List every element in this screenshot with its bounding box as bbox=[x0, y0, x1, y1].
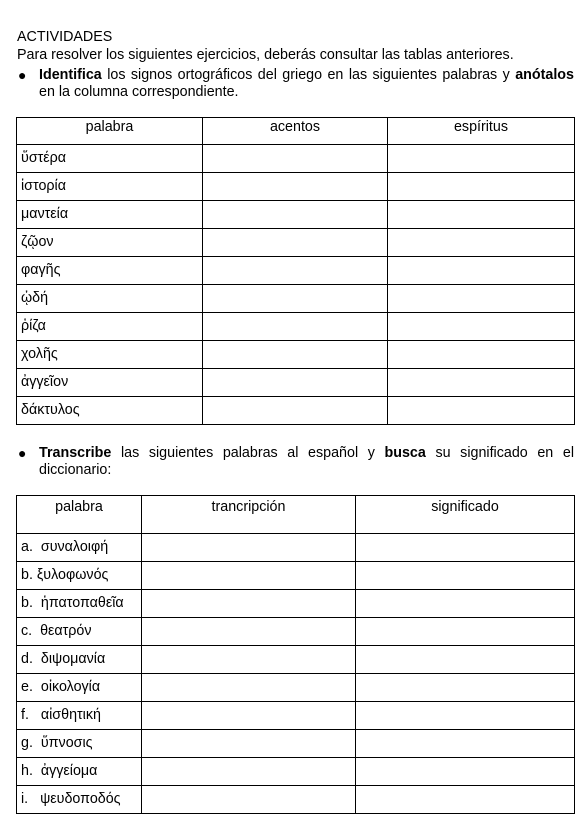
answer-cell[interactable] bbox=[142, 674, 356, 702]
answer-cell[interactable] bbox=[142, 758, 356, 786]
answer-cell[interactable] bbox=[203, 369, 388, 397]
table-row bbox=[17, 562, 575, 590]
table-row bbox=[17, 590, 575, 618]
word-cell: μαντεία bbox=[17, 201, 203, 229]
word-cell: c. θεατρόν bbox=[17, 618, 142, 646]
answer-cell[interactable] bbox=[356, 646, 575, 674]
exercise1-verb1: Identifica bbox=[39, 67, 102, 83]
word-cell: b. ἡπατοπαθεῖα bbox=[17, 590, 142, 618]
bullet-icon: ● bbox=[18, 445, 27, 461]
word-cell: h. ἀγγείομα bbox=[17, 758, 142, 786]
exercise1-end: en la columna correspondiente. bbox=[39, 84, 239, 100]
answer-cell[interactable] bbox=[142, 590, 356, 618]
word-cell: ᾠδή bbox=[17, 285, 203, 313]
table-row bbox=[17, 730, 575, 758]
word-cell: e. οἰκολογία bbox=[17, 674, 142, 702]
word-cell: φαγῆς bbox=[17, 257, 203, 285]
table-row bbox=[17, 674, 575, 702]
section-title: ACTIVIDADES bbox=[17, 29, 113, 45]
answer-cell[interactable] bbox=[388, 201, 575, 229]
accents-table bbox=[16, 117, 575, 425]
word-cell: ὕστέρα bbox=[17, 145, 203, 173]
answer-cell[interactable] bbox=[388, 257, 575, 285]
answer-cell[interactable] bbox=[203, 397, 388, 425]
answer-cell[interactable] bbox=[356, 702, 575, 730]
table-row bbox=[17, 369, 575, 397]
table-row bbox=[17, 285, 575, 313]
intro-text: Para resolver los siguientes ejercicios, deberás consultar las tablas anteriores. bbox=[17, 47, 514, 63]
answer-cell[interactable] bbox=[356, 618, 575, 646]
exercise2-mid: las siguientes palabras al español y bbox=[111, 445, 385, 461]
answer-cell[interactable] bbox=[356, 758, 575, 786]
word-cell: δάκτυλος bbox=[17, 397, 203, 425]
answer-cell[interactable] bbox=[203, 229, 388, 257]
answer-cell[interactable] bbox=[142, 730, 356, 758]
header-significado: significado bbox=[356, 496, 575, 534]
answer-cell[interactable] bbox=[203, 285, 388, 313]
exercise2-end: su significado en el diccionario: bbox=[39, 445, 574, 478]
answer-cell[interactable] bbox=[388, 341, 575, 369]
answer-cell[interactable] bbox=[142, 562, 356, 590]
table-row bbox=[17, 702, 575, 730]
answer-cell[interactable] bbox=[356, 590, 575, 618]
answer-cell[interactable] bbox=[388, 285, 575, 313]
table-row bbox=[17, 145, 575, 173]
table-row bbox=[17, 229, 575, 257]
answer-cell[interactable] bbox=[142, 534, 356, 562]
word-cell: g. ὕπνοσις bbox=[17, 730, 142, 758]
answer-cell[interactable] bbox=[203, 145, 388, 173]
answer-cell[interactable] bbox=[356, 674, 575, 702]
word-cell: ζῷον bbox=[17, 229, 203, 257]
answer-cell[interactable] bbox=[388, 313, 575, 341]
answer-cell[interactable] bbox=[142, 618, 356, 646]
table-row bbox=[17, 618, 575, 646]
header-acentos: acentos bbox=[203, 118, 388, 145]
word-cell: χολῆς bbox=[17, 341, 203, 369]
exercise1-instruction bbox=[17, 67, 574, 101]
bullet-icon: ● bbox=[18, 67, 27, 83]
header-transcripcion: trancripción bbox=[142, 496, 356, 534]
answer-cell[interactable] bbox=[142, 646, 356, 674]
table-header-row bbox=[17, 118, 575, 145]
table-row bbox=[17, 786, 575, 814]
answer-cell[interactable] bbox=[142, 702, 356, 730]
table-row bbox=[17, 313, 575, 341]
table-row bbox=[17, 201, 575, 229]
header-palabra: palabra bbox=[17, 118, 203, 145]
word-cell: d. διψομανία bbox=[17, 646, 142, 674]
table-row bbox=[17, 257, 575, 285]
table-row bbox=[17, 534, 575, 562]
answer-cell[interactable] bbox=[142, 786, 356, 814]
word-cell: a. συναλοιφή bbox=[17, 534, 142, 562]
exercise2-instruction bbox=[17, 445, 574, 479]
answer-cell[interactable] bbox=[388, 173, 575, 201]
answer-cell[interactable] bbox=[388, 397, 575, 425]
table-row bbox=[17, 173, 575, 201]
exercise1-verb2: anótalos bbox=[515, 67, 574, 83]
answer-cell[interactable] bbox=[203, 341, 388, 369]
answer-cell[interactable] bbox=[203, 201, 388, 229]
exercise1-mid: los signos ortográficos del griego en las siguientes palabras y bbox=[101, 67, 516, 83]
answer-cell[interactable] bbox=[203, 257, 388, 285]
word-cell: b. ξυλοφωνός bbox=[17, 562, 142, 590]
transcription-table bbox=[16, 495, 575, 814]
word-cell: i. ψευδοποδός bbox=[17, 786, 142, 814]
answer-cell[interactable] bbox=[388, 369, 575, 397]
table-row bbox=[17, 341, 575, 369]
header-palabra: palabra bbox=[17, 496, 142, 534]
table-row bbox=[17, 646, 575, 674]
exercise2-verb2: busca bbox=[384, 445, 426, 461]
word-cell: ἀγγεῖον bbox=[17, 369, 203, 397]
table-row bbox=[17, 758, 575, 786]
answer-cell[interactable] bbox=[203, 173, 388, 201]
exercise2-verb1: Transcribe bbox=[39, 445, 112, 461]
answer-cell[interactable] bbox=[356, 786, 575, 814]
word-cell: ῥίζα bbox=[17, 313, 203, 341]
answer-cell[interactable] bbox=[203, 313, 388, 341]
table-header-row bbox=[17, 496, 575, 534]
word-cell: f. αἰσθητική bbox=[17, 702, 142, 730]
answer-cell[interactable] bbox=[356, 534, 575, 562]
table-row bbox=[17, 397, 575, 425]
header-espiritus: espíritus bbox=[388, 118, 575, 145]
answer-cell[interactable] bbox=[356, 730, 575, 758]
answer-cell[interactable] bbox=[388, 145, 575, 173]
word-cell: ἱστορία bbox=[17, 173, 203, 201]
answer-cell[interactable] bbox=[388, 229, 575, 257]
answer-cell[interactable] bbox=[356, 562, 575, 590]
